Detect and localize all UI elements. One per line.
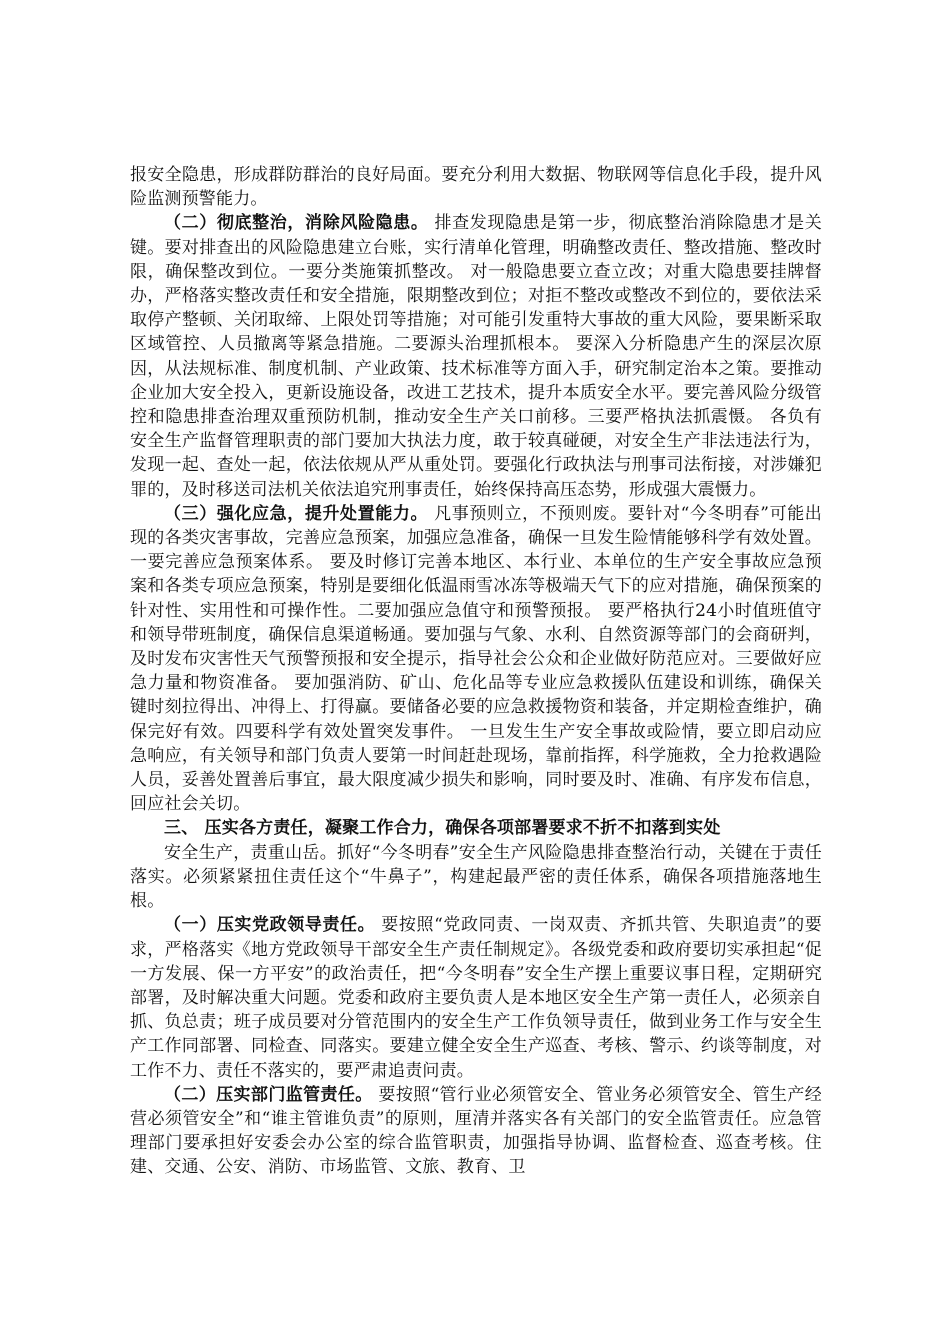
paragraph-continuation: 报安全隐患，形成群防群治的良好局面。要充分利用大数据、物联网等信息化手段，提升风险监测预警能力。 xyxy=(130,165,822,210)
paragraph-party-leadership xyxy=(130,913,822,1082)
paragraph-emergency xyxy=(130,502,822,817)
subheading-rectification: （二）彻底整治，消除风险隐患。 xyxy=(164,213,429,234)
paragraph-rectification xyxy=(130,211,822,501)
paragraph-section-intro: 安全生产，责重山岳。抓好“今冬明春”安全生产风险隐患排查整治行动，关键在于责任落实。必须紧紧扭住责任这个“牛鼻子”，构建起最严密的责任体系，确保各项措施落地生根。 xyxy=(130,842,822,912)
subheading-party-leadership: （一）压实党政领导责任。 xyxy=(164,915,376,936)
body-rectification: 排查发现隐患是第一步，彻底整治消除隐患才是关键。要对排查出的风险隐患建立台账，实行清单化管理，明确整改责任、整改措施、整改时限，确保整改到位。一要分类施策抓整改。 对一般隐患要立查立改；对重大隐患要挂牌督办，严格落实整改责任和安全措施，限期整改到位；对拒不整改或整改不到位的，要依法采取停产整顿、关闭取缔、上限处罚等措施；对可能引发重特大事故的重大风险，要果断采取区域管控、人员撤离等紧急措施。二要源头治理抓根本。 要深入分析隐患产生的深层次原因，从法规标准、制度机制、产业政策、技术标准等方面入手，研究制定治本之策。要推动企业加大安全投入，更新设施设备，改进工艺技术，提升本质安全水平。要完善风险分级管控和隐患排查治理双重预防机制，推动安全生产关口前移。三要严格执法抓震慑。 各负有安全生产监督管理职责的部门要加大执法力度，敢于较真碰硬，对安全生产非法违法行为，发现一起、查处一起，依法依规从严从重处罚。要强化行政执法与刑事司法衔接，对涉嫌犯罪的，及时移送司法机关依法追究刑事责任，始终保持高压态势，形成强大震慑力。 xyxy=(130,213,822,500)
section-title-responsibility: 三、 压实各方责任，凝聚工作合力，确保各项部署要求不折不扣落到实处 xyxy=(164,818,721,839)
subheading-department-supervision: （二）压实部门监管责任。 xyxy=(164,1084,373,1105)
body-emergency: 凡事预则立，不预则废。要针对“今冬明春”可能出现的各类灾害事故，完善应急预案，加强应急准备，确保一旦发生险情能够科学有效处置。一要完善应急预案体系。 要及时修订完善本地区、本行业、本单位的生产安全事故应急预案和各类专项应急预案，特别是要细化低温雨雪冰冻等极端天气下的应对措施，确保预案的针对性、实用性和可操作性。二要加强应急值守和预警预报。 要严格执行24小时值班值守和领导带班制度，确保信息渠道畅通。要加强与气象、水利、自然资源等部门的会商研判，及时发布灾害性天气预警预报和安全提示，指导社会公众和企业做好防范应对。三要做好应急力量和物资准备。 要加强消防、矿山、危化品等专业应急救援队伍建设和训练，确保关键时刻拉得出、冲得上、打得赢。要储备必要的应急救援物资和装备，并定期检查维护，确保完好有效。四要科学有效处置突发事件。 一旦发生生产安全事故或险情，要立即启动应急响应，有关领导和部门负责人要第一时间赶赴现场，靠前指挥，科学施救，全力抢救遇险人员，妥善处置善后事宜，最大限度减少损失和影响，同时要及时、准确、有序发布信息，回应社会关切。 xyxy=(130,503,823,815)
document-page xyxy=(130,163,822,1180)
paragraph-department-supervision xyxy=(130,1083,822,1180)
subheading-emergency: （三）强化应急，提升处置能力。 xyxy=(164,503,429,524)
body-department-supervision: 要按照“管行业必须管安全、管业务必须管安全、管生产经营必须管安全”和“谁主管谁负责”的原则，厘清并落实各有关部门的安全监管责任。应急管理部门要承担好安委会办公室的综合监管职责，加强指导协调、监督检查、巡查考核。住建、交通、公安、消防、市场监管、文旅、教育、卫 xyxy=(130,1084,822,1178)
body-party-leadership: 要按照“党政同责、一岗双责、齐抓共管、失职追责”的要求，严格落实《地方党政领导干部安全生产责任制规定》。各级党委和政府要切实承担起“促一方发展、保一方平安”的政治责任，把“今冬明春”安全生产摆上重要议事日程，定期研究部署，及时解决重大问题。党委和政府主要负责人是本地区安全生产第一责任人，必须亲自抓、负总责；班子成员要对分管范围内的安全生产工作负领导责任，做到业务工作与安全生产工作同部署、同检查、同落实。要建立健全安全生产巡查、考核、警示、约谈等制度，对工作不力、责任不落实的，要严肃追责问责。 xyxy=(130,915,822,1081)
